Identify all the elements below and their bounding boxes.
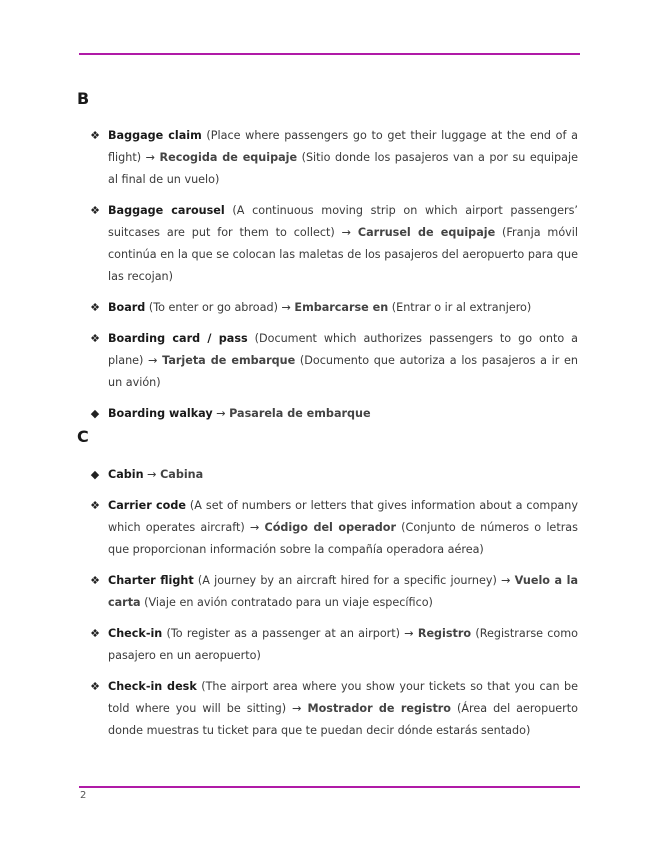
definition-english: (A journey by an aircraft hired for a specific journey) bbox=[193, 574, 502, 587]
term-spanish: Recogida de equipaje bbox=[159, 151, 298, 164]
definition-spanish: (Registrarse como pasajero en un aeropuerto) bbox=[108, 627, 578, 662]
term-spanish: Embarcarse en bbox=[294, 301, 389, 314]
bullet-icon: ❖ bbox=[90, 627, 100, 640]
term-english: Baggage carousel bbox=[108, 204, 225, 217]
term-english: Boarding walkay bbox=[108, 407, 213, 420]
footer-rule bbox=[79, 786, 580, 788]
glossary-list-c bbox=[88, 464, 578, 742]
term-spanish: Mostrador de registro bbox=[307, 702, 451, 715]
definition-spanish: (Conjunto de números o letras que proporcionan información sobre la compañía operadora aérea) bbox=[108, 521, 578, 556]
definition-english: (A continuous moving strip on which airport passengers’ suitcases are put for them to collect) bbox=[108, 204, 578, 239]
glossary-entry bbox=[88, 328, 578, 394]
term-english: Carrier code bbox=[108, 499, 186, 512]
glossary-entry bbox=[88, 570, 578, 614]
page-number: 2 bbox=[80, 790, 87, 801]
glossary-entry bbox=[88, 297, 578, 319]
arrow-icon: → bbox=[341, 226, 358, 239]
definition-english: (To register as a passenger at an airport) bbox=[162, 627, 405, 640]
bullet-icon: ❖ bbox=[90, 680, 100, 693]
term-spanish: Cabina bbox=[160, 468, 204, 481]
term-english: Check-in bbox=[108, 627, 163, 640]
definition-spanish: (Documento que autoriza a los pasajeros a ir en un avión) bbox=[108, 354, 579, 389]
arrow-icon: → bbox=[281, 301, 295, 314]
bullet-icon: ❖ bbox=[90, 499, 100, 512]
bullet-icon: ❖ bbox=[90, 332, 100, 345]
definition-spanish: (Área del aeropuerto donde muestras tu ticket para que te puedan decir dónde estarás sentado) bbox=[108, 702, 579, 737]
term-english: Check-in desk bbox=[108, 680, 197, 693]
arrow-icon: → bbox=[501, 574, 515, 587]
term-spanish: Código del operador bbox=[264, 521, 396, 534]
definition-spanish: (Sitio donde los pasajeros van a por su equipaje al final de un vuelo) bbox=[108, 151, 579, 186]
term-spanish: Registro bbox=[417, 627, 472, 640]
term-spanish: Tarjeta de embarque bbox=[162, 354, 296, 367]
glossary-entry bbox=[88, 125, 578, 191]
term-english: Board bbox=[108, 301, 146, 314]
definition-english: (Place where passengers go to get their luggage at the end of a flight) bbox=[108, 129, 578, 164]
glossary-entry bbox=[88, 676, 578, 742]
section-letter-c: C bbox=[77, 427, 89, 446]
bullet-icon: ❖ bbox=[90, 301, 100, 314]
term-english: Boarding card / pass bbox=[108, 332, 248, 345]
glossary-entry bbox=[88, 495, 578, 561]
section-letter-b: B bbox=[77, 89, 90, 108]
arrow-icon: → bbox=[145, 151, 160, 164]
arrow-icon: → bbox=[404, 627, 418, 640]
definition-english: (The airport area where you show your tickets so that you can be told where you will be sitting) bbox=[108, 680, 578, 715]
term-english: Charter flight bbox=[108, 574, 194, 587]
definition-spanish: (Entrar o ir al extranjero) bbox=[388, 301, 532, 314]
term-english: Baggage claim bbox=[108, 129, 202, 142]
header-rule bbox=[79, 53, 580, 55]
term-english: Cabin bbox=[108, 468, 144, 481]
glossary-list-b bbox=[88, 125, 578, 425]
bullet-icon: ◆ bbox=[90, 407, 100, 420]
arrow-icon: → bbox=[216, 407, 230, 420]
bullet-icon: ❖ bbox=[90, 129, 100, 142]
bullet-icon: ◆ bbox=[90, 468, 100, 481]
term-spanish: Vuelo a la carta bbox=[108, 574, 578, 609]
glossary-entry bbox=[88, 200, 578, 288]
bullet-icon: ❖ bbox=[90, 574, 100, 587]
glossary-entry bbox=[88, 464, 578, 486]
term-spanish: Carrusel de equipaje bbox=[357, 226, 496, 239]
glossary-entry bbox=[88, 623, 578, 667]
glossary-entry bbox=[88, 403, 578, 425]
definition-english: (Document which authorizes passengers to go onto a plane) bbox=[108, 332, 578, 367]
definition-spanish: (Franja móvil continúa en la que se colocan las maletas de los pasajeros del aeropuerto para que las recojan) bbox=[108, 226, 579, 283]
bullet-icon: ❖ bbox=[90, 204, 100, 217]
definition-spanish: (Viaje en avión contratado para un viaje específico) bbox=[140, 596, 433, 609]
arrow-icon: → bbox=[148, 354, 163, 367]
definition-english: (To enter or go abroad) bbox=[145, 301, 282, 314]
term-spanish: Pasarela de embarque bbox=[229, 407, 371, 420]
arrow-icon: → bbox=[147, 468, 161, 481]
definition-english: (A set of numbers or letters that gives information about a company which operates aircraft) bbox=[108, 499, 578, 534]
arrow-icon: → bbox=[292, 702, 308, 715]
arrow-icon: → bbox=[249, 521, 265, 534]
